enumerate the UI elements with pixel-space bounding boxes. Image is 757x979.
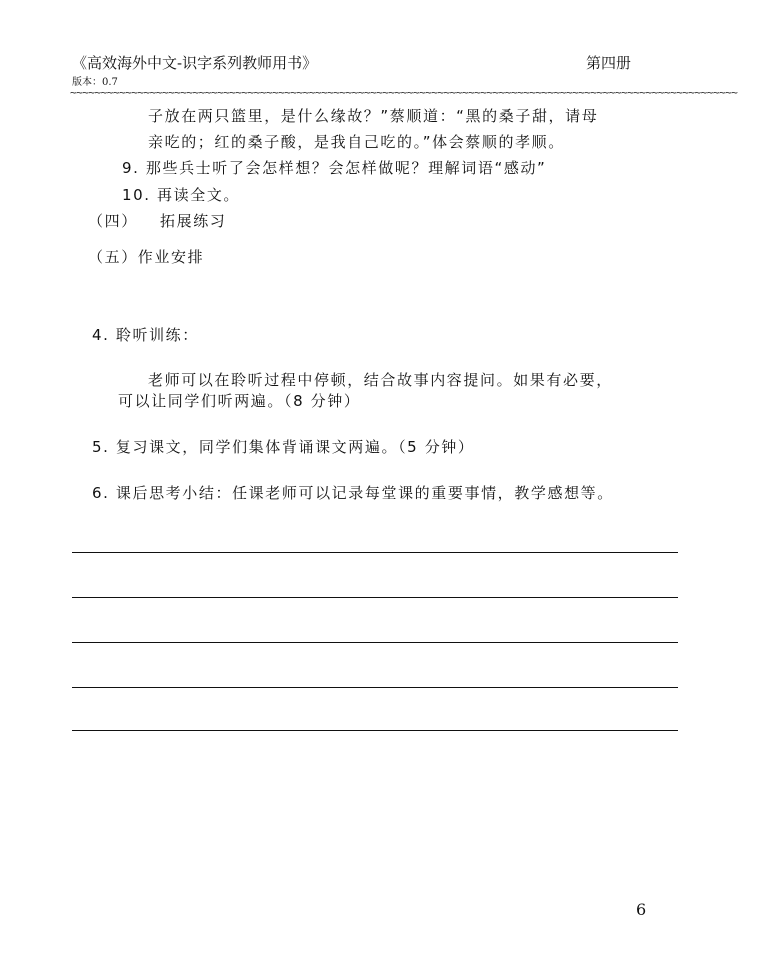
document-title: 《高效海外中文-识字系列教师用书》: [72, 54, 318, 72]
writing-line: [72, 687, 678, 688]
writing-line: [72, 552, 678, 553]
continued-line-1: 子放在两只篮里，是什么缘故？”蔡顺道：“黑的桑子甜，请母: [148, 107, 599, 125]
section-4-number: （四）: [88, 212, 138, 230]
section-4-label: 拓展练习: [160, 212, 227, 230]
writing-line: [72, 642, 678, 643]
listening-instruction-line-1: 老师可以在聆听过程中停顿，结合故事内容提问。如果有必要，: [148, 371, 613, 389]
step-10: 10. 再读全文。: [122, 186, 241, 204]
listening-instruction-line-2: 可以让同学们听两遍。（8 分钟）: [118, 392, 361, 410]
listening-training-heading: 4. 聆听训练：: [92, 326, 199, 344]
review-instruction: 5. 复习课文，同学们集体背诵课文两遍。（5 分钟）: [92, 438, 475, 456]
writing-line: [72, 597, 678, 598]
volume-label: 第四册: [586, 54, 632, 72]
step-9: 9. 那些兵士听了会怎样想？会怎样做呢？理解词语“感动”: [122, 159, 547, 177]
header-separator: ~~~~~~~~~~~~~~~~~~~~~~~~~~~~~~~~~~~~~~~~~~~~~~~~~~~~~~~~~~~~~~~~~~~~~~~~~~~~~~~~~~~~~~~~~~~~~~~~~~~~~~~~~~~~~: [70, 86, 738, 99]
writing-line: [72, 730, 678, 731]
page-number: 6: [636, 900, 647, 919]
section-5-heading: （五）作业安排: [88, 248, 205, 266]
reflection-instruction: 6. 课后思考小结：任课老师可以记录每堂课的重要事情，教学感想等。: [92, 484, 614, 502]
version-label: 版本：0.7: [72, 77, 118, 88]
continued-line-2: 亲吃的；红的桑子酸，是我自己吃的。”体会蔡顺的孝顺。: [148, 133, 565, 151]
